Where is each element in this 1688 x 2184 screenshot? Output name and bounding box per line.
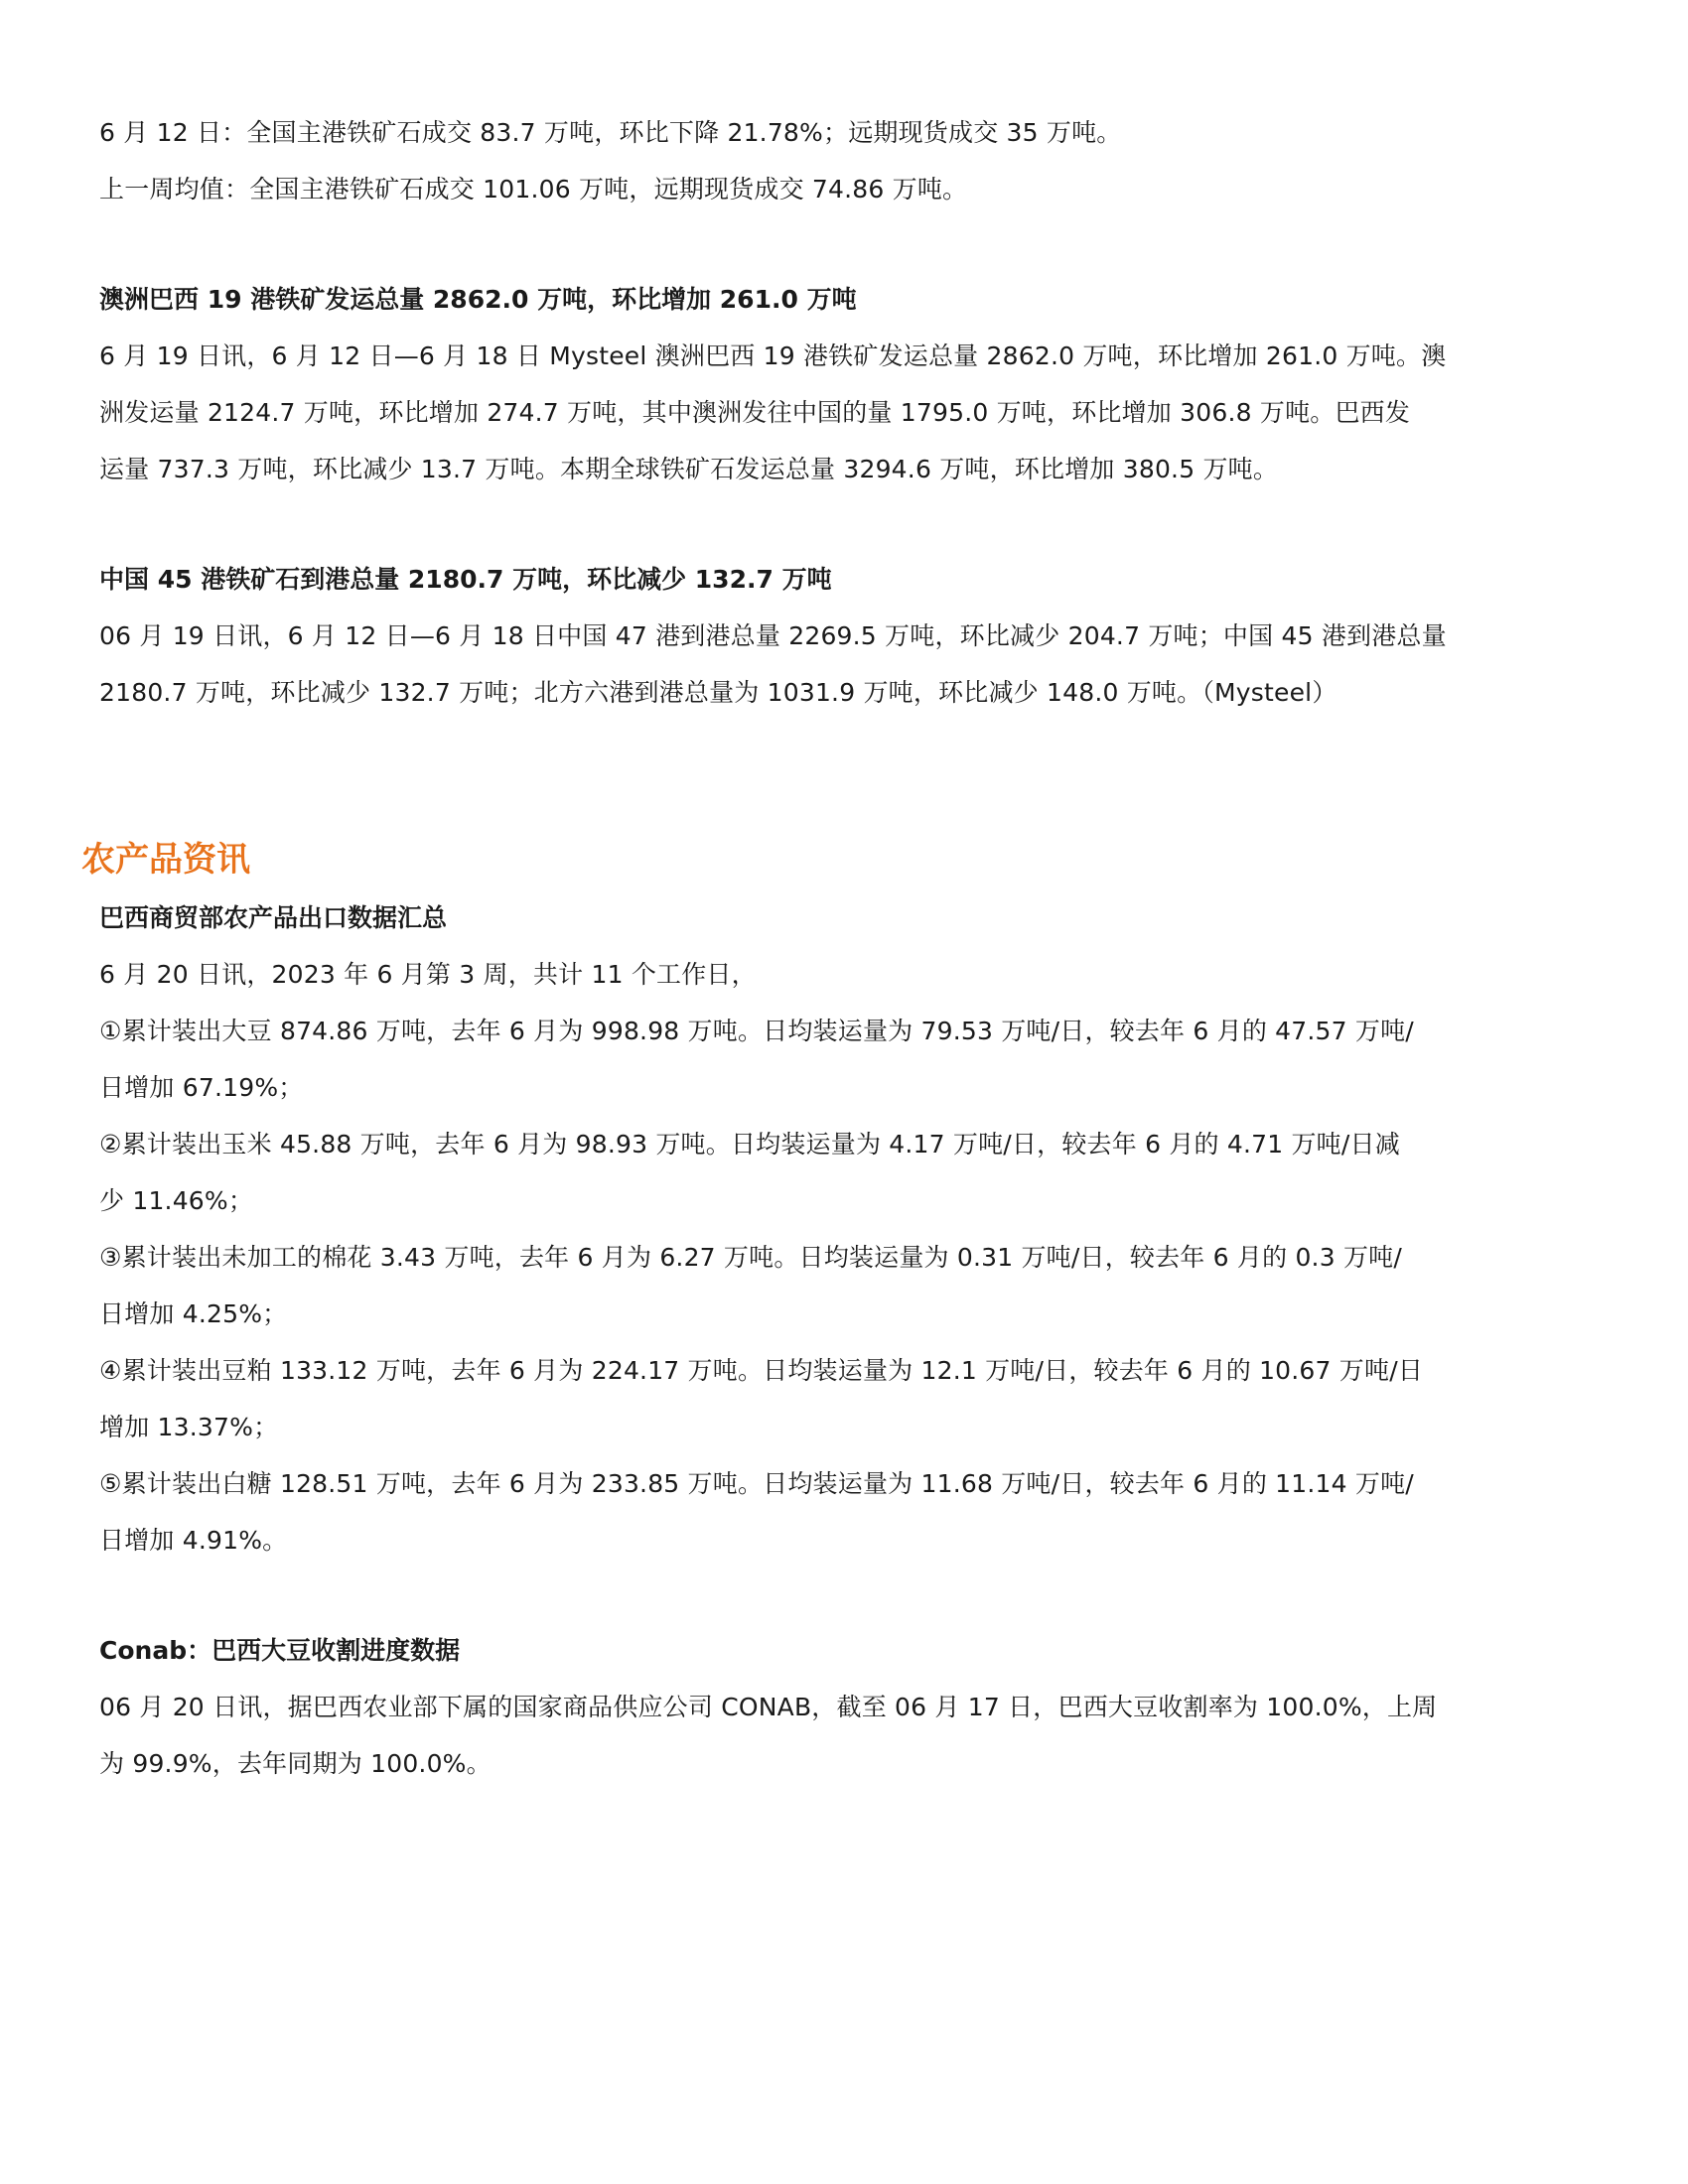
brazil-export-line: 日增加 4.91%。: [99, 1526, 288, 1555]
brazil-export-line: 日增加 67.19%；: [99, 1073, 304, 1102]
brazil-export-line: 6 月 20 日讯，2023 年 6 月第 3 周，共计 11 个工作日，: [99, 960, 757, 989]
spacer: [99, 721, 1569, 830]
brazil-export-line: 日增加 4.25%；: [99, 1299, 288, 1328]
brazil-export-line: ⑤累计装出白糖 128.51 万吨，去年 6 月为 233.85 万吨。日均装运量为 11.68 万吨/日，较去年 6 月的 11.14 万吨/: [99, 1469, 1414, 1498]
iron-ore-trade-line: 6 月 12 日：全国主港铁矿石成交 83.7 万吨，环比下降 21.78%；远期现货成交 35 万吨。: [99, 118, 1122, 147]
brazil-export-line: 增加 13.37%；: [99, 1413, 279, 1441]
spacer: [99, 1569, 1569, 1622]
cn45-arrival-heading: 中国 45 港铁矿石到港总量 2180.7 万吨，环比减少 132.7 万吨: [99, 565, 832, 594]
au-br-shipment-line: 运量 737.3 万吨，环比减少 13.7 万吨。本期全球铁矿石发运总量 3294.6 万吨，环比增加 380.5 万吨。: [99, 455, 1279, 483]
agri-section-title: 农产品资讯: [81, 840, 250, 880]
brazil-export-line: ③累计装出未加工的棉花 3.43 万吨，去年 6 月为 6.27 万吨。日均装运量为 0.31 万吨/日，较去年 6 月的 0.3 万吨/: [99, 1243, 1402, 1272]
au-br-shipment-line: 6 月 19 日讯，6 月 12 日—6 月 18 日 Mysteel 澳洲巴西 19 港铁矿发运总量 2862.0 万吨，环比增加 261.0 万吨。澳: [99, 341, 1447, 370]
cn45-arrival-line: 2180.7 万吨，环比减少 132.7 万吨；北方六港到港总量为 1031.9 万吨，环比减少 148.0 万吨。（Mysteel）: [99, 678, 1337, 707]
iron-ore-weekly-average-line: 上一周均值：全国主港铁矿石成交 101.06 万吨，远期现货成交 74.86 万吨。: [99, 175, 968, 204]
conab-line: 为 99.9%，去年同期为 100.0%。: [99, 1749, 492, 1778]
spacer: [99, 497, 1569, 551]
brazil-export-line: 少 11.46%；: [99, 1186, 254, 1215]
document-page: [81, 104, 1569, 1792]
brazil-export-heading: 巴西商贸部农产品出口数据汇总: [99, 903, 448, 932]
brazil-export-line: ②累计装出玉米 45.88 万吨，去年 6 月为 98.93 万吨。日均装运量为 4.17 万吨/日，较去年 6 月的 4.71 万吨/日减: [99, 1130, 1400, 1159]
conab-heading: Conab：巴西大豆收割进度数据: [99, 1636, 461, 1665]
spacer: [99, 217, 1569, 271]
au-br-shipment-heading: 澳洲巴西 19 港铁矿发运总量 2862.0 万吨，环比增加 261.0 万吨: [99, 285, 857, 314]
brazil-export-line: ④累计装出豆粕 133.12 万吨，去年 6 月为 224.17 万吨。日均装运量为 12.1 万吨/日，较去年 6 月的 10.67 万吨/日: [99, 1356, 1424, 1385]
conab-line: 06 月 20 日讯，据巴西农业部下属的国家商品供应公司 CONAB，截至 06 月 17 日，巴西大豆收割率为 100.0%，上周: [99, 1693, 1438, 1721]
brazil-export-line: ①累计装出大豆 874.86 万吨，去年 6 月为 998.98 万吨。日均装运量为 79.53 万吨/日，较去年 6 月的 47.57 万吨/: [99, 1017, 1414, 1045]
cn45-arrival-line: 06 月 19 日讯，6 月 12 日—6 月 18 日中国 47 港到港总量 2269.5 万吨，环比减少 204.7 万吨；中国 45 港到港总量: [99, 621, 1447, 650]
au-br-shipment-line: 洲发运量 2124.7 万吨，环比增加 274.7 万吨，其中澳洲发往中国的量 1795.0 万吨，环比增加 306.8 万吨。巴西发: [99, 398, 1411, 427]
